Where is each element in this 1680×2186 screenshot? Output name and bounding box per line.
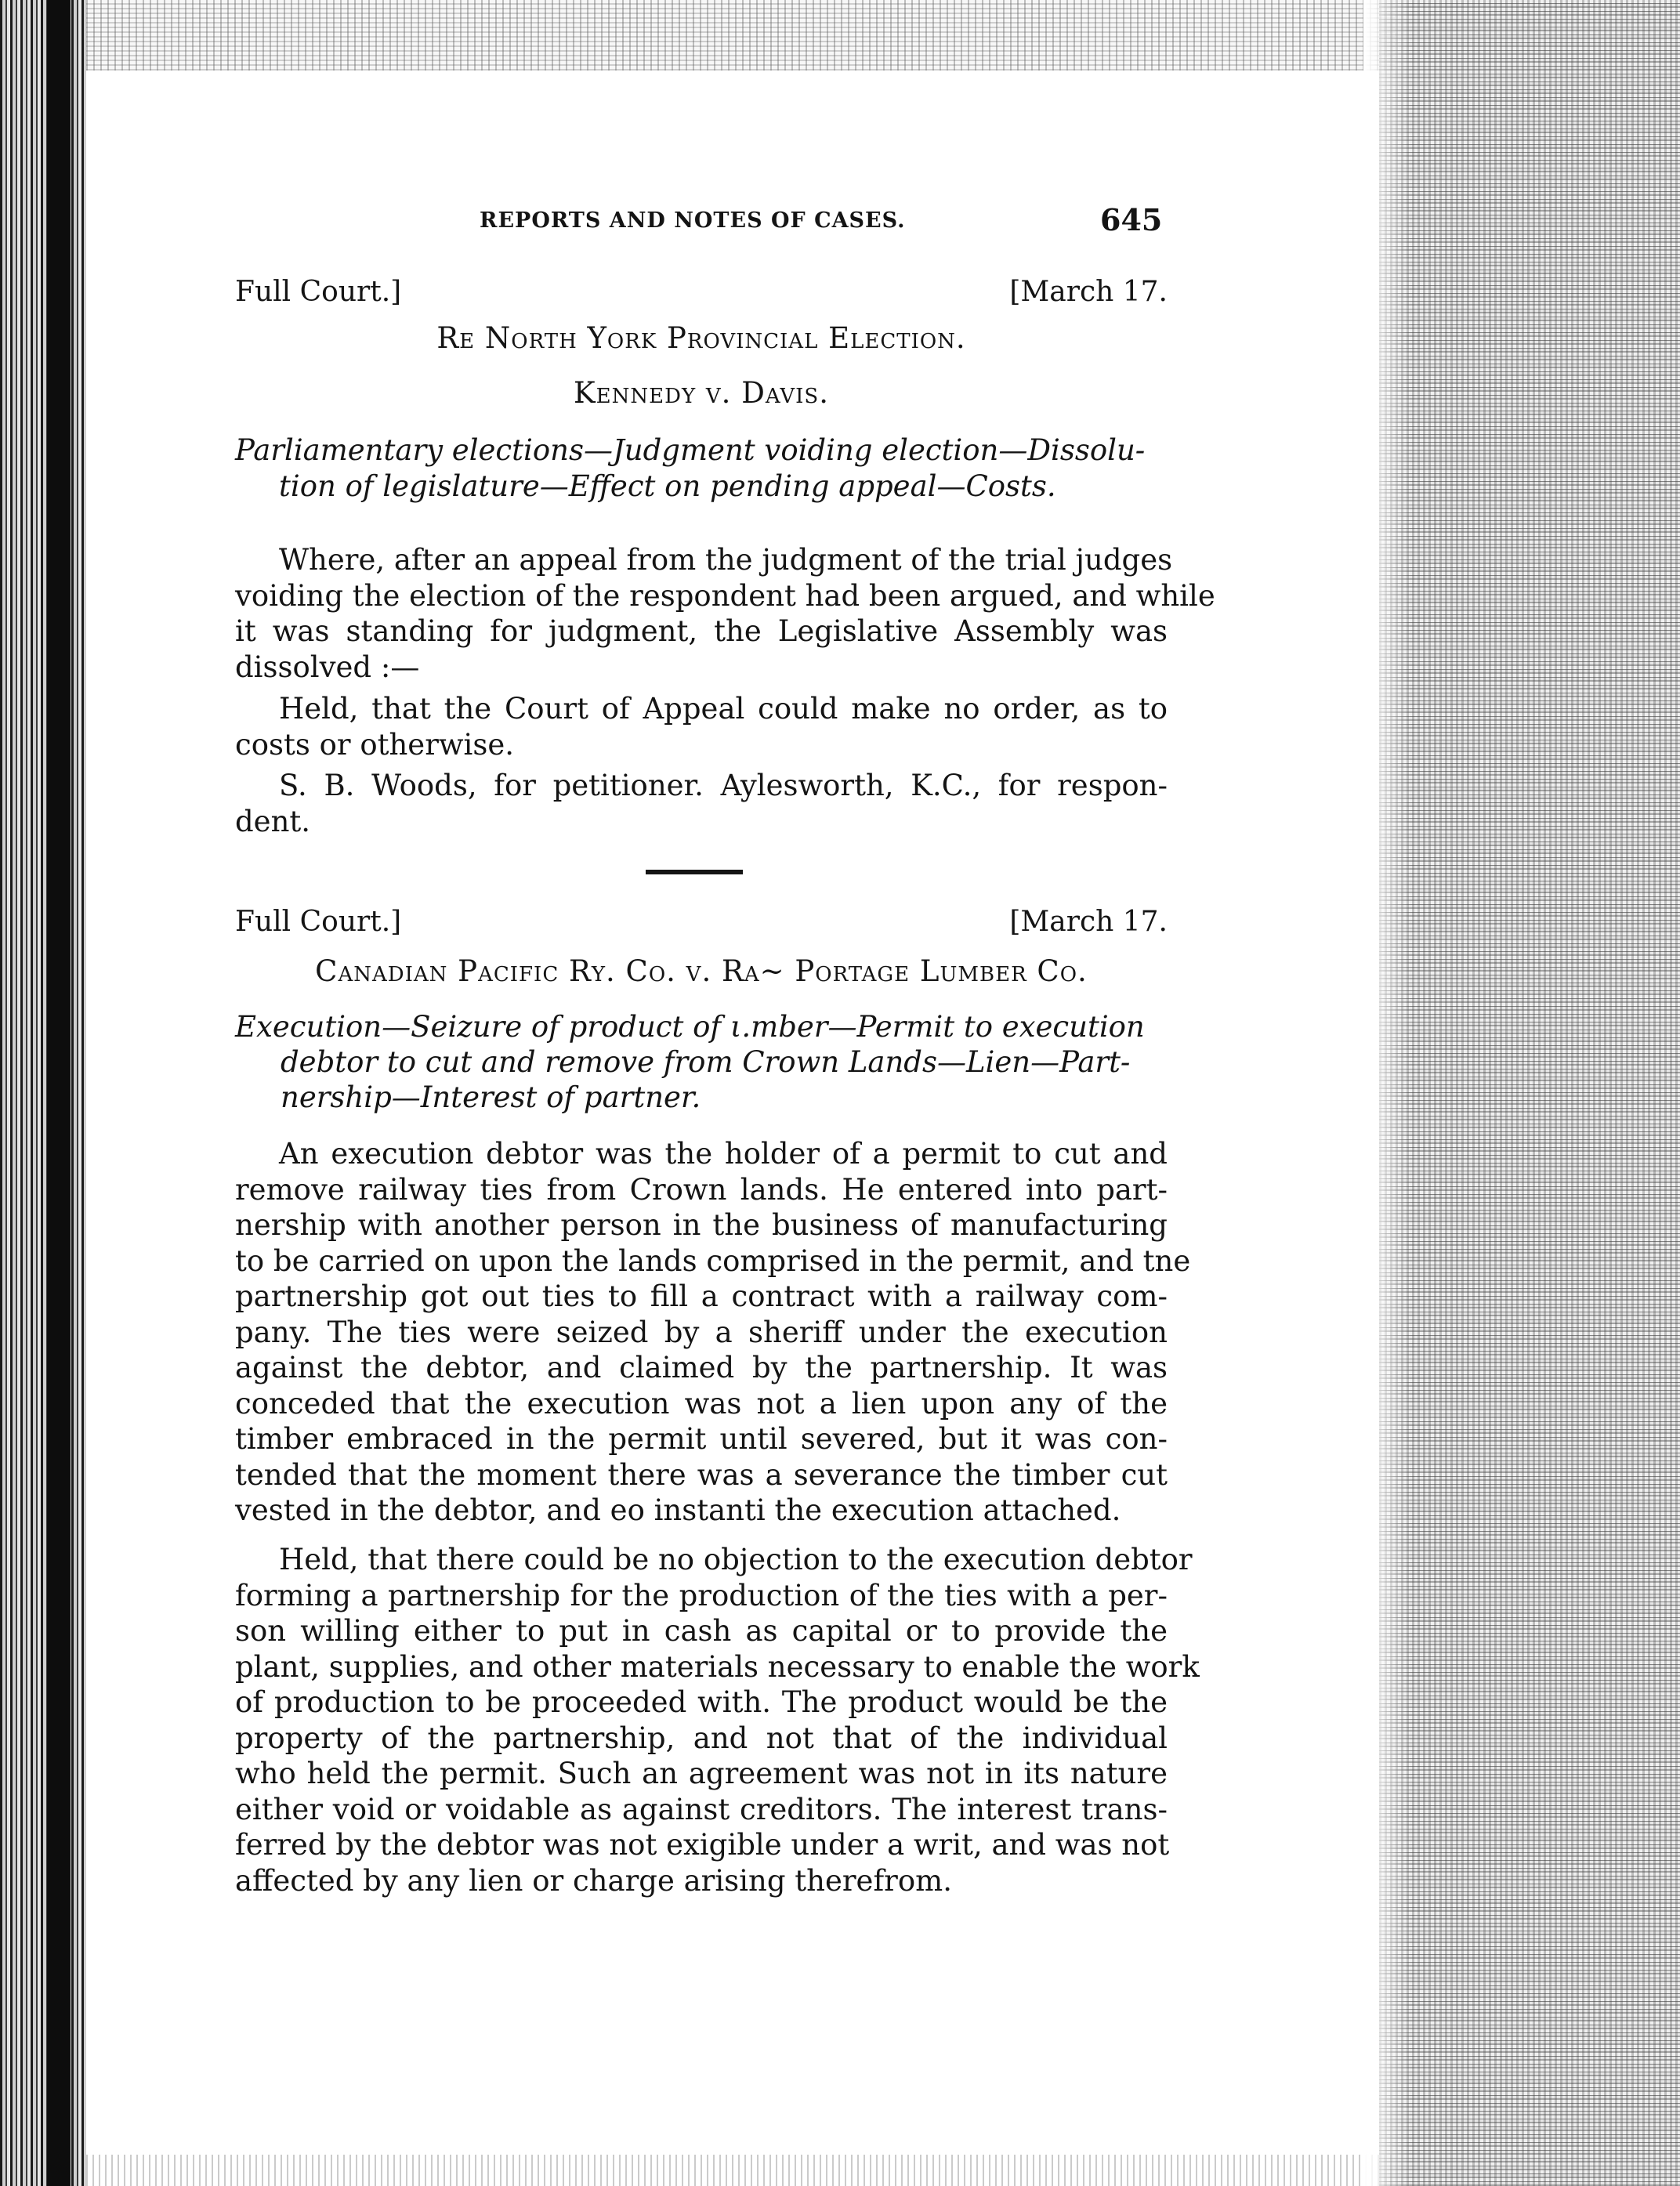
- text-line: against the debtor, and claimed by the partnership. It was: [235, 1351, 1168, 1384]
- case2-title: Canadian Pacific Ry. Co. v. Ra~ Portage Lumber Co.: [315, 954, 1088, 988]
- text-line: dissolved :—: [235, 650, 420, 684]
- case2-court: Full Court.]: [235, 906, 402, 938]
- text-line: conceded that the execution was not a lien upon any of the: [235, 1386, 1168, 1421]
- text-line: Held, that there could be no objection to the execution debtor: [279, 1543, 1193, 1576]
- text-line: dent.: [235, 804, 311, 838]
- text-line: tended that the moment there was a severance the timber cut: [235, 1457, 1168, 1492]
- case2-headnote-line: debtor to cut and remove from Crown Lands—Lien—Part-: [281, 1045, 1131, 1079]
- text-line: affected by any lien or charge arising therefrom.: [235, 1863, 952, 1898]
- case1-held: [235, 691, 1168, 762]
- text-line: nership with another person in the business of manufacturing: [235, 1208, 1168, 1242]
- text-line: Where, after an appeal from the judgment of the trial judges: [279, 543, 1173, 577]
- case1-counsel: [235, 768, 1168, 839]
- text-line: son willing either to put in cash as capital or to provide the: [235, 1614, 1168, 1648]
- text-line: to be carried on upon the lands comprised in the permit, and tne: [235, 1243, 1191, 1278]
- text-line: costs or otherwise.: [235, 727, 515, 762]
- text-line: ferred by the debtor was not exigible under a writ, and was not: [235, 1828, 1170, 1862]
- case1-date: [March 17.: [1009, 276, 1168, 308]
- case2-held: [235, 1542, 1200, 1898]
- text-line: it was standing for judgment, the Legislative Assembly was: [235, 614, 1168, 648]
- text-line: vested in the debtor, and eo instanti the execution attached.: [235, 1493, 1121, 1527]
- text-line: forming a partnership for the production of the ties with a per-: [235, 1578, 1168, 1612]
- case1-headnote-line: tion of legislature—Effect on pending appeal—Costs.: [279, 469, 1056, 503]
- case2-date: [March 17.: [1009, 906, 1168, 938]
- case2-facts: [235, 1136, 1191, 1529]
- text-line: partnership got out ties to fill a contract with a railway com-: [235, 1279, 1168, 1313]
- page-number: 645: [1100, 202, 1163, 237]
- text-line: of production to be proceeded with. The product would be the: [235, 1685, 1168, 1719]
- running-head: REPORTS AND NOTES OF CASES.: [480, 208, 906, 233]
- text-line: S. B. Woods, for petitioner. Aylesworth, K.C., for respon-: [279, 769, 1168, 802]
- text-line: An execution debtor was the holder of a permit to cut and: [279, 1137, 1168, 1171]
- text-line: voiding the election of the respondent had been argued, and while: [235, 578, 1215, 613]
- text-line: plant, supplies, and other materials necessary to enable the work: [235, 1649, 1200, 1684]
- text-line: who held the permit. Such an agreement was not in its nature: [235, 1757, 1168, 1790]
- case1-parties: Kennedy v. Davis.: [574, 376, 829, 410]
- text-line: pany. The ties were seized by a sheriff under the execution: [235, 1315, 1168, 1349]
- case1-facts: [235, 542, 1215, 685]
- case2-headnote-line: nership—Interest of partner.: [281, 1080, 701, 1114]
- text-line: Held, that the Court of Appeal could make no order, as to: [279, 692, 1168, 726]
- text-line: timber embraced in the permit until severed, but it was con-: [235, 1422, 1168, 1456]
- text-line: remove railway ties from Crown lands. He entered into part-: [235, 1172, 1168, 1207]
- text-line: property of the partnership, and not that of the individual: [235, 1721, 1168, 1755]
- case1-title: Re North York Provincial Election.: [436, 321, 966, 355]
- case1-court: Full Court.]: [235, 276, 402, 308]
- case2-headnote-line: Execution—Seizure of product of ι.mber—Permit to execution: [235, 1010, 1145, 1044]
- text-line: either void or voidable as against creditors. The interest trans-: [235, 1792, 1168, 1826]
- case1-headnote-line: Parliamentary elections—Judgment voiding election—Dissolu-: [235, 433, 1146, 467]
- section-divider: [646, 870, 743, 874]
